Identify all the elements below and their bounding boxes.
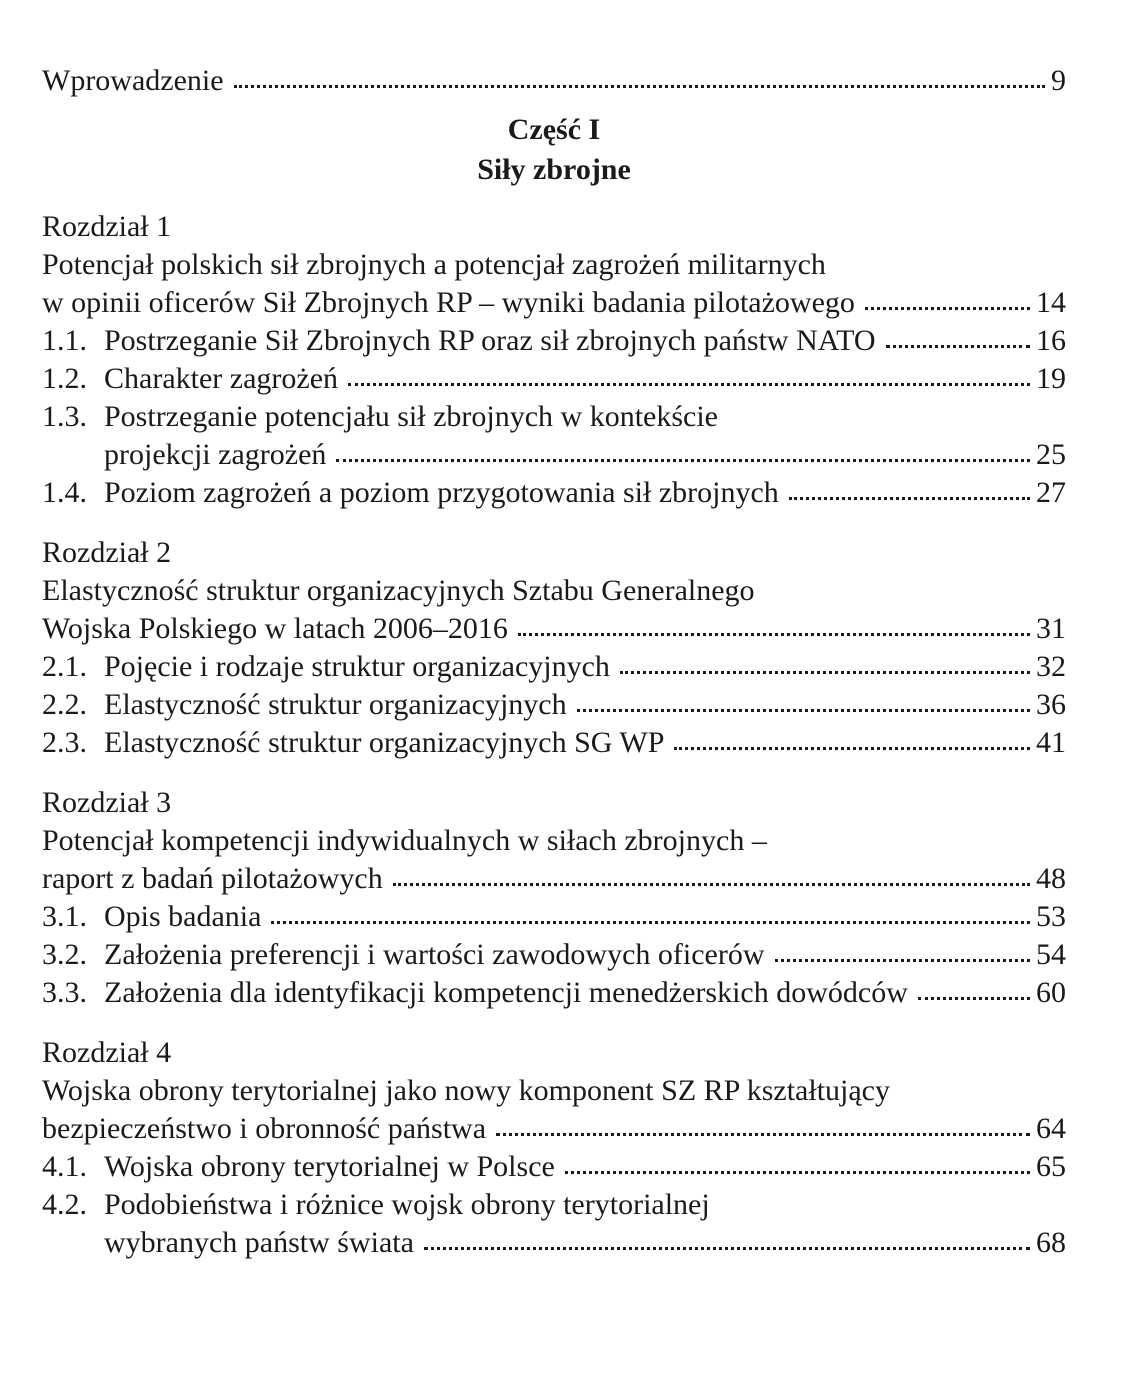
dot-leader — [565, 1168, 1030, 1174]
section-title: projekcji zagrożeń — [104, 438, 327, 471]
toc-page-number: 41 — [1036, 726, 1066, 759]
toc-section — [42, 398, 1066, 436]
dot-leader — [393, 880, 1030, 886]
toc-page-number: 27 — [1036, 476, 1066, 509]
toc-section-continuation — [42, 1224, 1066, 1262]
section-number: 2.1. — [42, 650, 87, 683]
toc-page-number: 65 — [1036, 1150, 1066, 1183]
toc-page-number: 68 — [1036, 1226, 1066, 1259]
section-number: 3.1. — [42, 900, 87, 933]
toc-page-number: 48 — [1036, 862, 1066, 895]
section-number: 4.2. — [42, 1188, 87, 1221]
chapter-title-line: Wojska obrony terytorialnej jako nowy komponent SZ RP kształtujący — [42, 1074, 890, 1107]
section-title: Charakter zagrożeń — [104, 362, 339, 395]
section-title: Podobieństwa i różnice wojsk obrony terytorialnej — [104, 1188, 710, 1221]
chapter-title-line: bezpieczeństwo i obronność państwa 64 — [42, 1110, 1066, 1148]
chapter-title-line: Elastyczność struktur organizacyjnych Sztabu Generalnego — [42, 574, 755, 607]
toc-entry-title: Wprowadzenie — [42, 64, 224, 97]
table-of-contents — [42, 62, 1066, 1262]
toc-section — [42, 648, 1066, 686]
part-label: Część I — [507, 113, 601, 146]
toc-section — [42, 686, 1066, 724]
chapter-label: Rozdział 4 — [42, 1036, 172, 1069]
dot-leader — [918, 994, 1030, 1000]
dot-leader — [518, 630, 1030, 636]
section-number: 1.1. — [42, 324, 87, 357]
dot-leader — [886, 342, 1030, 348]
toc-page-number: 36 — [1036, 688, 1066, 721]
dot-leader — [424, 1244, 1030, 1250]
toc-page-number: 9 — [1051, 64, 1066, 97]
toc-page-number: 54 — [1036, 938, 1066, 971]
section-number: 2.2. — [42, 688, 87, 721]
section-title: Elastyczność struktur organizacyjnych SG WP — [104, 726, 665, 759]
toc-section — [42, 936, 1066, 974]
section-title: Postrzeganie potencjału sił zbrojnych w kontekście — [104, 400, 718, 433]
section-title: Założenia dla identyfikacji kompetencji menedżerskich dowódców — [104, 976, 908, 1009]
dot-leader — [775, 956, 1030, 962]
section-title: Założenia preferencji i wartości zawodowych oficerów — [104, 938, 765, 971]
section-title: Opis badania — [104, 900, 262, 933]
toc-section — [42, 360, 1066, 398]
toc-page-number: 16 — [1036, 324, 1066, 357]
chapter-label: Rozdział 2 — [42, 536, 172, 569]
section-title: Postrzeganie Sił Zbrojnych RP oraz sił zbrojnych państw NATO — [104, 324, 876, 357]
toc-section — [42, 974, 1066, 1012]
section-title: Pojęcie i rodzaje struktur organizacyjnych — [104, 650, 610, 683]
chapter-label: Rozdział 1 — [42, 210, 172, 243]
dot-leader — [674, 744, 1030, 750]
section-number: 3.2. — [42, 938, 87, 971]
section-title: Wojska obrony terytorialnej w Polsce — [104, 1150, 555, 1183]
toc-section — [42, 724, 1066, 762]
chapter-label: Rozdział 3 — [42, 786, 172, 819]
toc-page-number: 14 — [1036, 286, 1066, 319]
toc-page-number: 25 — [1036, 438, 1066, 471]
toc-page-number: 53 — [1036, 900, 1066, 933]
chapter-title-line: raport z badań pilotażowych 48 — [42, 860, 1066, 898]
dot-leader — [865, 304, 1030, 310]
section-number: 1.3. — [42, 400, 87, 433]
toc-section — [42, 898, 1066, 936]
dot-leader — [577, 706, 1030, 712]
toc-page-number: 32 — [1036, 650, 1066, 683]
dot-leader — [234, 82, 1045, 88]
section-number: 1.4. — [42, 476, 87, 509]
section-title: Poziom zagrożeń a poziom przygotowania sił zbrojnych — [104, 476, 779, 509]
chapter-title-line: Potencjał polskich sił zbrojnych a potencjał zagrożeń militarnych — [42, 248, 826, 281]
section-title: Elastyczność struktur organizacyjnych — [104, 688, 567, 721]
toc-section — [42, 474, 1066, 512]
dot-leader — [496, 1130, 1030, 1136]
toc-section — [42, 1186, 1066, 1224]
dot-leader — [789, 494, 1030, 500]
chapter-title-line: Wojska Polskiego w latach 2006–2016 31 — [42, 610, 1066, 648]
dot-leader — [348, 380, 1030, 386]
section-number: 4.1. — [42, 1150, 87, 1183]
toc-section-continuation — [42, 436, 1066, 474]
chapter-title-line: Potencjał kompetencji indywidualnych w siłach zbrojnych – — [42, 824, 767, 857]
section-number: 2.3. — [42, 726, 87, 759]
section-number: 3.3. — [42, 976, 87, 1009]
toc-section — [42, 322, 1066, 360]
toc-page-number: 60 — [1036, 976, 1066, 1009]
toc-page-number: 19 — [1036, 362, 1066, 395]
section-title: wybranych państw świata — [104, 1226, 414, 1259]
toc-page-number: 31 — [1036, 612, 1066, 645]
section-number: 1.2. — [42, 362, 87, 395]
dot-leader — [620, 668, 1030, 674]
toc-section — [42, 1148, 1066, 1186]
toc-page-number: 64 — [1036, 1112, 1066, 1145]
dot-leader — [271, 918, 1030, 924]
chapter-title-line: w opinii oficerów Sił Zbrojnych RP – wyniki badania pilotażowego 14 — [42, 284, 1066, 322]
part-title: Siły zbrojne — [477, 153, 631, 186]
dot-leader — [336, 456, 1030, 462]
toc-entry-intro — [42, 62, 1066, 100]
